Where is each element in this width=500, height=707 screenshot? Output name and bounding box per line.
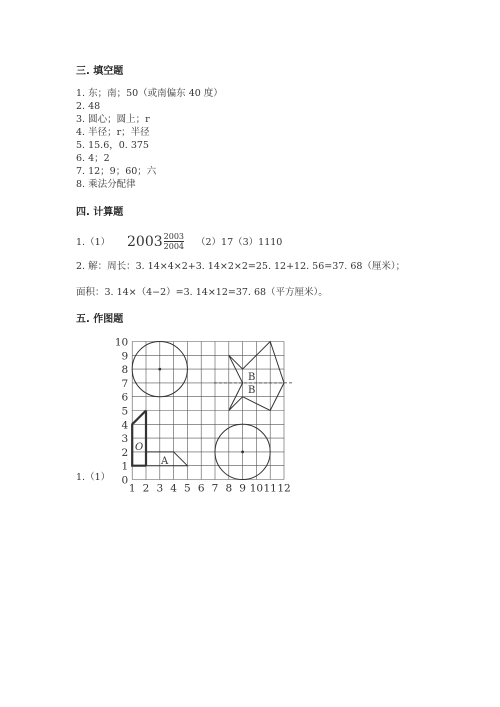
drawing-q1-label: 1.（1）: [76, 472, 111, 483]
x-tick-label: 5: [184, 482, 191, 494]
y-tick-label: 3: [121, 433, 129, 446]
label-b-top: B: [248, 372, 256, 383]
y-tick-label: 8: [121, 364, 129, 377]
x-tick-label: 6: [197, 482, 205, 494]
y-tick-label: 9: [121, 350, 129, 363]
calc-q1-rest: （2）17（3）1110: [196, 237, 283, 248]
circle-center-dot: [158, 368, 161, 371]
grid-lines: [132, 342, 284, 480]
answer-line: 7. 12；9；60；六: [76, 166, 157, 177]
x-tick-label: 11: [263, 482, 277, 494]
x-tick-label: 8: [225, 482, 233, 494]
mixed-number-fraction: [164, 232, 184, 251]
answer-line: 3. 圆心；圆上；r: [76, 114, 150, 125]
label-o: O: [135, 442, 144, 453]
calc-q1-prefix: 1.（1）: [76, 237, 111, 248]
answer-line: 4. 半径；r；半径: [76, 127, 150, 138]
x-tick-label: 1: [128, 482, 136, 494]
x-tick-label: 2: [142, 482, 150, 494]
answer-line: 6. 4；2: [76, 153, 110, 164]
answer-line: 5. 15.6，0. 375: [76, 140, 149, 151]
calc-q2-line2: 面积：3. 14×（4−2）=3. 14×12=37. 68（平方厘米）。: [76, 287, 328, 298]
fill-blank-answer-list: [76, 87, 223, 191]
calc-q2-line1: 2. 解：周长：3. 14×4×2+3. 14×2×2=25. 12+12. 56=37. 68（厘米）；: [76, 261, 406, 272]
label-b-bottom: B: [248, 385, 256, 396]
y-axis-labels: [115, 337, 129, 487]
label-a: A: [161, 456, 169, 467]
y-tick-label: 10: [114, 336, 129, 349]
y-tick-label: 6: [121, 391, 129, 404]
mixed-number: [127, 232, 184, 251]
answer-line: 2. 48: [76, 101, 101, 112]
answer-line: 1. 东；南；50（或南偏东 40 度）: [76, 88, 223, 99]
x-tick-label: 3: [156, 482, 164, 494]
y-tick-label: 2: [121, 446, 129, 459]
x-tick-label: 4: [170, 482, 177, 494]
section-title-calculation: 四. 计算题: [76, 207, 124, 218]
y-tick-label: 4: [121, 419, 129, 432]
y-tick-label: 5: [121, 405, 129, 418]
answer-line: 8. 乘法分配律: [76, 179, 136, 190]
y-tick-label: 1: [121, 460, 129, 473]
x-tick-label: 10: [249, 482, 264, 494]
y-tick-label: 7: [121, 377, 129, 390]
fraction-denominator: 2004: [163, 242, 184, 251]
mixed-number-whole: 2003: [127, 233, 163, 250]
x-axis-labels: [129, 483, 291, 495]
y-tick-label: 0: [121, 474, 129, 487]
section-title-drawing: 五. 作图题: [76, 314, 124, 325]
fraction-numerator: 2003: [163, 232, 184, 241]
grid-figure: [112, 334, 322, 494]
section-title-fill-blank: 三. 填空题: [76, 66, 124, 77]
x-tick-label: 12: [277, 482, 291, 494]
circle-center-dot-2: [241, 451, 244, 454]
x-tick-label: 7: [211, 482, 219, 494]
x-tick-label: 9: [239, 482, 246, 494]
